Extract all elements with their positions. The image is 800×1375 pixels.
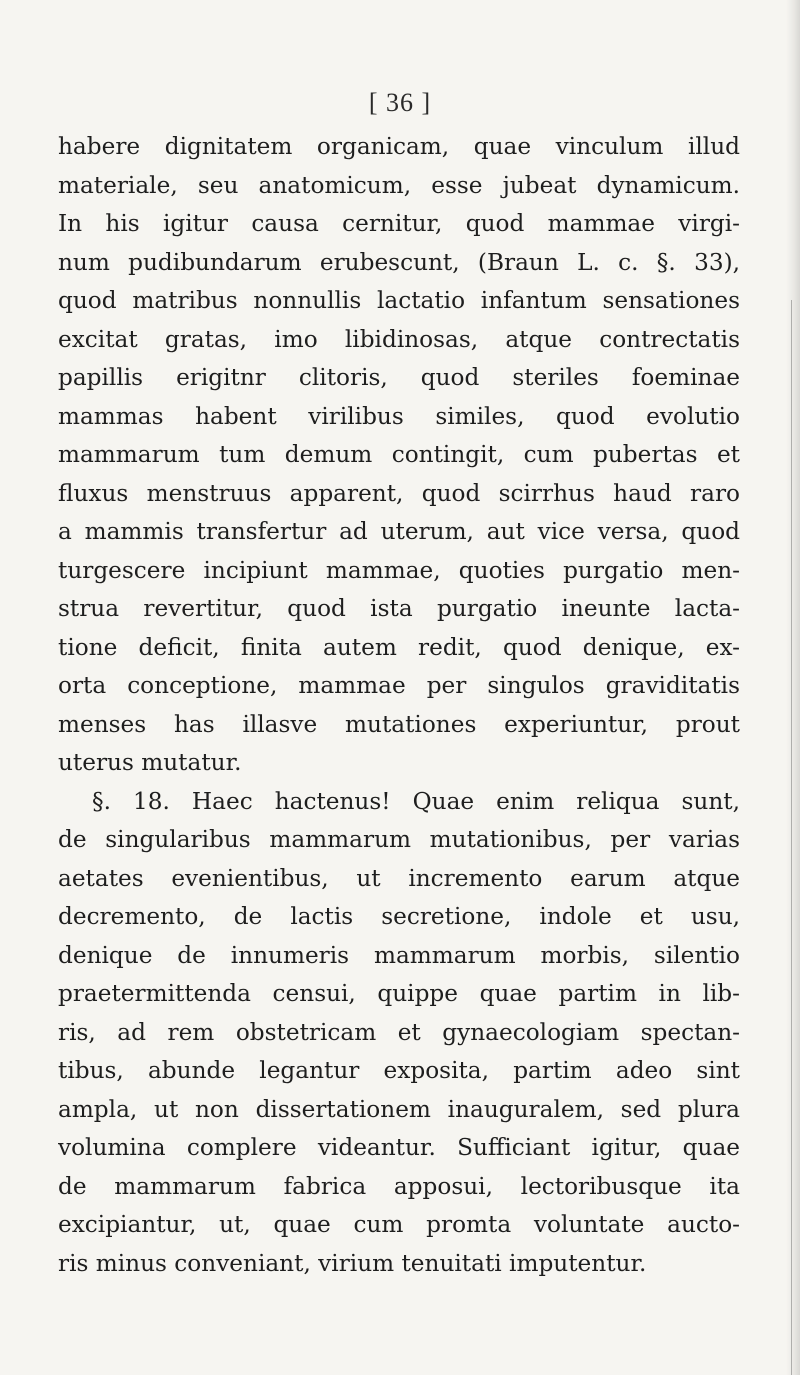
text-line: decremento, de lactis secretione, indole et usu, [58, 903, 740, 930]
text-line: ris minus conveniant, virium tenuitati imputentur. [58, 1249, 647, 1277]
text-line: menses has illasve mutationes experiuntur, prout [58, 710, 740, 738]
text-line: de singularibus mammarum mutationibus, per varias [58, 826, 740, 853]
page-edge-line [791, 300, 792, 1375]
text-line: tione deficit, finita autem redit, quod denique, ex- [58, 633, 740, 661]
text-line: orta conceptione, mammae per singulos graviditatis [58, 672, 740, 699]
text-line: mammas habent virilibus similes, quod evolutio [58, 402, 740, 430]
text-line: ampla, ut non dissertationem inauguralem, sed plura [58, 1095, 740, 1123]
text-line: papillis erigitnr clitoris, quod steriles foeminae [58, 364, 740, 391]
text-line: uterus mutatur. [58, 749, 242, 776]
page-edge-shadow [786, 0, 800, 1375]
text-line: excitat gratas, imo libidinosas, atque contrectatis [58, 325, 740, 353]
text-line: denique de innumeris mammarum morbis, silentio [58, 941, 740, 969]
text-line: volumina complere videantur. Sufficiant igitur, quae [58, 1134, 740, 1161]
text-line: ris, ad rem obstetricam et gynaecologiam spectan- [58, 1018, 740, 1046]
body-text [58, 128, 740, 1283]
text-line: habere dignitatem organicam, quae vinculum illud [58, 133, 740, 160]
text-line: praetermittenda censui, quippe quae partim in lib- [58, 980, 740, 1007]
text-line: tibus, abunde legantur exposita, partim adeo sint [58, 1057, 740, 1084]
text-line: de mammarum fabrica apposui, lectoribusque ita [58, 1172, 740, 1200]
text-line: In his igitur causa cernitur, quod mammae virgi- [58, 210, 740, 237]
text-line: excipiantur, ut, quae cum promta voluntate aucto- [58, 1211, 740, 1238]
text-line: strua revertitur, quod ista purgatio ineunte lacta- [58, 595, 740, 622]
text-line: aetates evenientibus, ut incremento earum atque [58, 864, 740, 892]
text-line: quod matribus nonnullis lactatio infantum sensationes [58, 287, 740, 314]
text-line: materiale, seu anatomicum, esse jubeat dynamicum. [58, 171, 740, 199]
section-heading-line: §. 18. Haec hactenus! Quae enim reliqua sunt, [92, 787, 740, 815]
text-line: fluxus menstruus apparent, quod scirrhus haud raro [58, 479, 740, 507]
page-number: [ 36 ] [368, 88, 432, 117]
text-line: mammarum tum demum contingit, cum pubertas et [58, 441, 740, 468]
text-line: num pudibundarum erubescunt, (Braun L. c. §. 33), [58, 248, 740, 276]
text-line: turgescere incipiunt mammae, quoties purgatio men- [58, 556, 740, 584]
text-line: a mammis transfertur ad uterum, aut vice versa, quod [58, 518, 740, 545]
